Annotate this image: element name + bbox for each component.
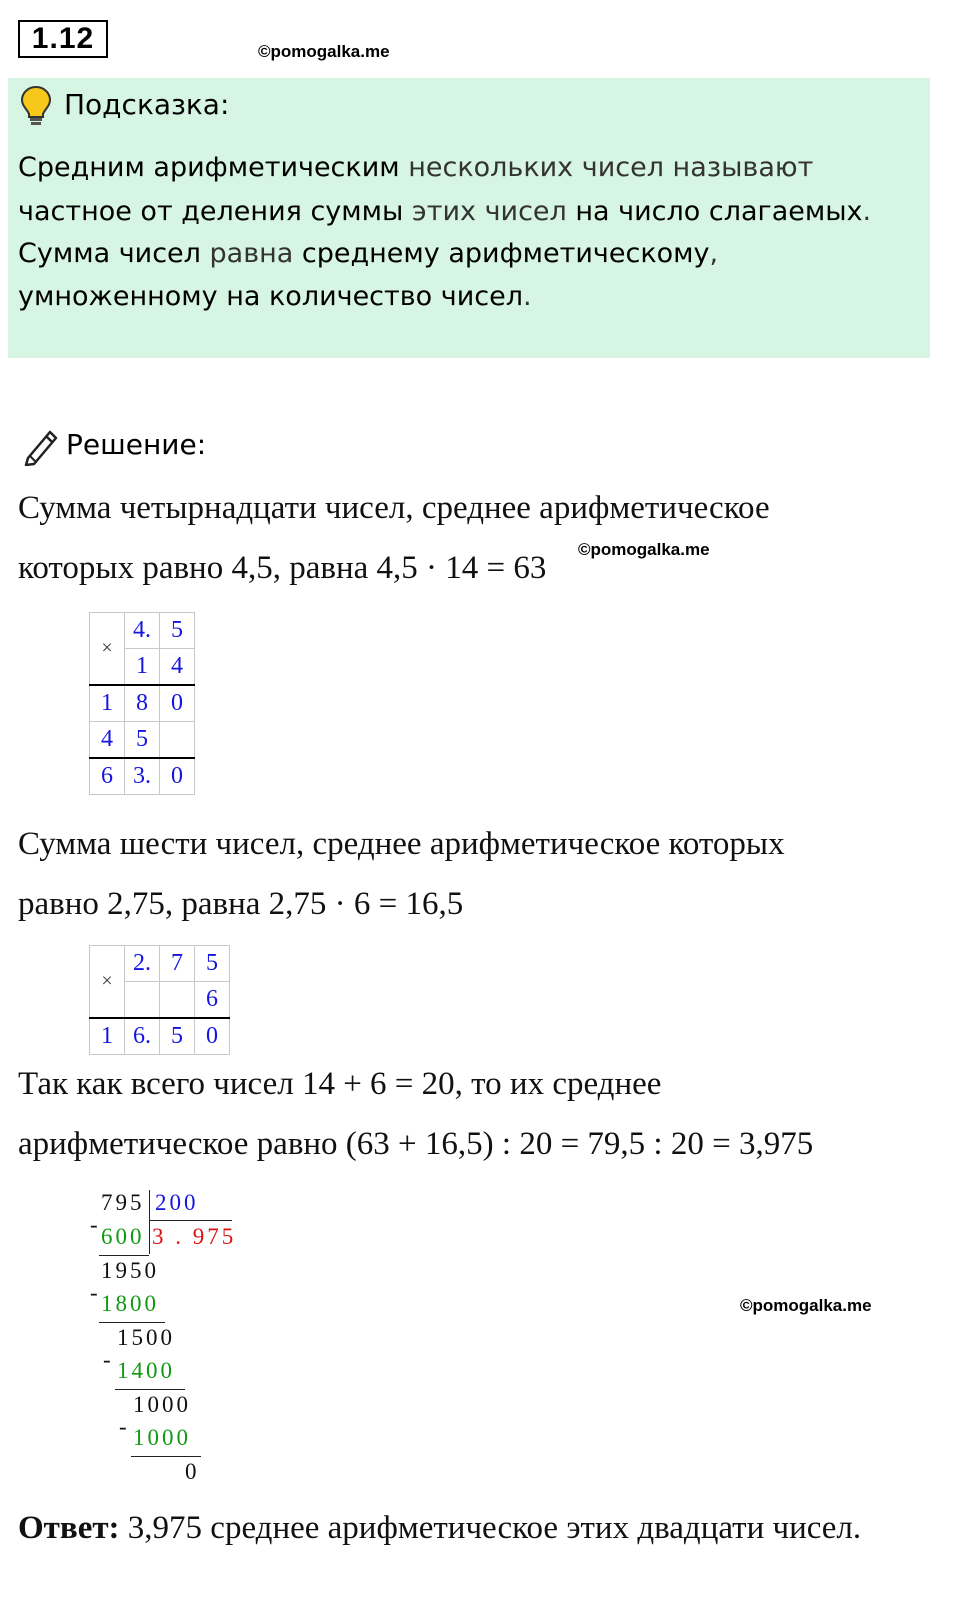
- subtract-line: [99, 1255, 149, 1256]
- subtrahend: 1400: [117, 1358, 175, 1383]
- solution-text: которых равно 4,5, равна 4,5 · 14 = 63: [18, 550, 547, 586]
- digit: 6.: [125, 1018, 160, 1055]
- minus-sign: -: [119, 1414, 130, 1439]
- solution-text: арифметическое равно (63 + 16,5) : 20 = 79,5 : 20 = 3,975: [18, 1126, 814, 1162]
- digit: 5: [125, 722, 160, 759]
- digit: 0: [195, 1018, 230, 1055]
- division-bar: [149, 1190, 150, 1254]
- subtract-line: [115, 1389, 185, 1390]
- digit: 5: [160, 1018, 195, 1055]
- digit: 4.: [125, 613, 160, 649]
- subtrahend: 600: [101, 1224, 145, 1249]
- divisor-line: [150, 1220, 232, 1221]
- digit: 5: [160, 613, 195, 649]
- final-remainder: 0: [185, 1459, 200, 1484]
- digit: 8: [125, 685, 160, 722]
- multiplication-table-2: [89, 945, 230, 1055]
- digit: 1: [90, 685, 125, 722]
- digit: 2.: [125, 946, 160, 982]
- times-sign: ×: [90, 946, 125, 1019]
- hint-text: ,: [709, 238, 719, 269]
- minus-sign: -: [90, 1212, 101, 1237]
- remainder: 1500: [117, 1325, 175, 1350]
- hint-text: .: [522, 281, 532, 312]
- hint-text: равна: [200, 238, 302, 269]
- solution-text: равно 2,75, равна 2,75 · 6 = 16,5: [18, 886, 464, 922]
- watermark: ©pomogalka.me: [578, 540, 710, 559]
- solution-text: Сумма четырнадцати чисел, среднее арифметическое: [18, 490, 770, 526]
- digit: 4: [90, 722, 125, 759]
- solution-text: Сумма шести чисел, среднее арифметическое которых: [18, 826, 785, 862]
- remainder: 1950: [101, 1258, 159, 1283]
- digit: 6: [195, 982, 230, 1019]
- hint-term: на число слагаемых: [575, 196, 863, 227]
- subtract-line: [131, 1456, 201, 1457]
- hint-term: Сумма чисел: [18, 238, 201, 269]
- answer-text: 3,975 среднее арифметическое этих двадцати чисел.: [119, 1510, 862, 1546]
- subtrahend: 1000: [133, 1425, 191, 1450]
- times-sign: ×: [90, 613, 125, 686]
- hint-text: нескольких чисел называют: [399, 152, 814, 183]
- multiplication-table-1: [89, 612, 195, 795]
- hint-text: этих чисел: [403, 196, 576, 227]
- quotient: 3 . 975: [152, 1224, 237, 1249]
- hint-line-1: [18, 152, 813, 183]
- divisor: 200: [155, 1190, 199, 1215]
- watermark: ©pomogalka.me: [258, 42, 390, 61]
- hint-line-2: [18, 196, 871, 227]
- digit: 6: [90, 758, 125, 795]
- digit: [160, 722, 195, 759]
- remainder: 1000: [133, 1392, 191, 1417]
- digit: 0: [160, 685, 195, 722]
- hint-line-3: [18, 238, 718, 269]
- digit: 4: [160, 649, 195, 686]
- answer: [18, 1510, 861, 1547]
- hint-term: Средним арифметическим: [18, 152, 400, 183]
- solution-title: Решение:: [66, 428, 207, 461]
- digit: 1: [125, 649, 160, 686]
- watermark: ©pomogalka.me: [740, 1296, 872, 1315]
- answer-label: Ответ:: [18, 1510, 120, 1546]
- hint-title: Подсказка:: [64, 88, 230, 121]
- minus-sign: -: [90, 1280, 101, 1305]
- digit: 0: [160, 758, 195, 795]
- hint-term: среднему арифметическому: [301, 238, 710, 269]
- digit: 3.: [125, 758, 160, 795]
- task-number: 1.12: [18, 20, 108, 58]
- dividend: 795: [101, 1190, 145, 1215]
- subtract-line: [99, 1322, 165, 1323]
- digit: [160, 982, 195, 1019]
- digit: 5: [195, 946, 230, 982]
- digit: 1: [90, 1018, 125, 1055]
- solution-text: Так как всего чисел 14 + 6 = 20, то их среднее: [18, 1066, 662, 1102]
- hint-line-4: [18, 281, 532, 312]
- hint-term: умноженному на количество чисел: [18, 281, 523, 312]
- digit: [125, 982, 160, 1019]
- minus-sign: -: [103, 1347, 114, 1372]
- hint-text: .: [862, 196, 872, 227]
- hint-term: частное от деления суммы: [18, 196, 404, 227]
- subtrahend: 1800: [101, 1291, 159, 1316]
- pencil-icon: [20, 424, 62, 466]
- digit: 7: [160, 946, 195, 982]
- lightbulb-icon: [18, 84, 54, 128]
